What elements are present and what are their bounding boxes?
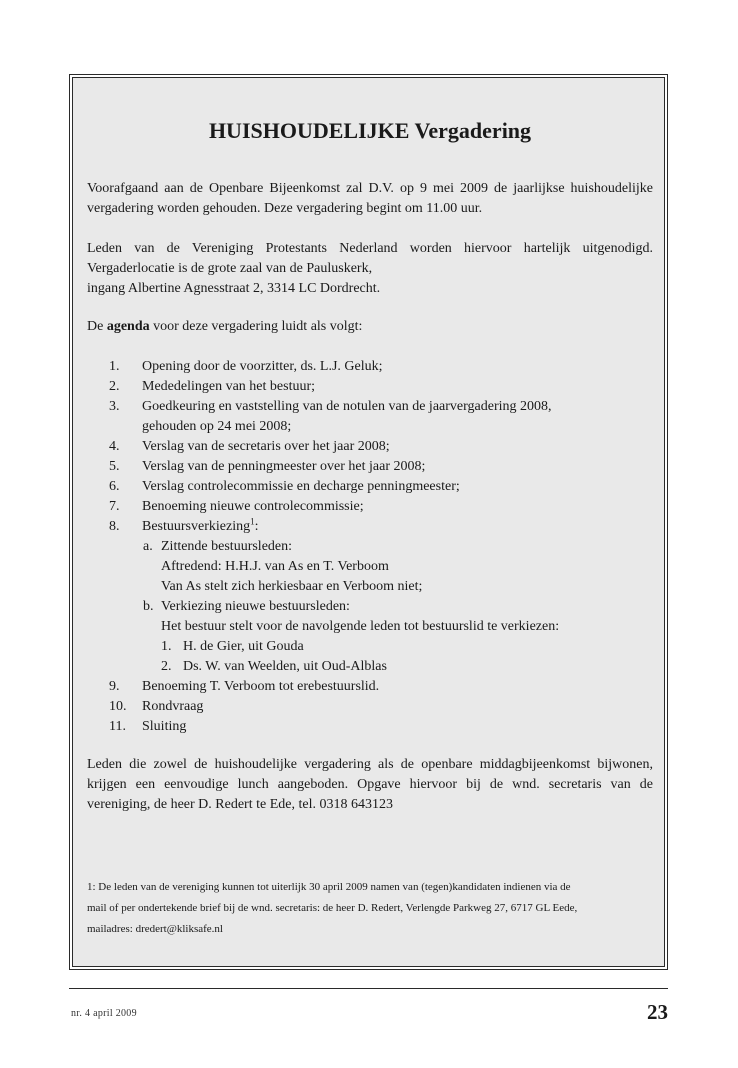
agenda-text: Verslag controlecommissie en decharge penningmeester;	[142, 479, 460, 494]
agenda-text-group	[142, 517, 258, 537]
closing-paragraph	[87, 755, 653, 815]
agenda-text: Benoeming nieuwe controlecommissie;	[142, 499, 364, 514]
page-title: HUISHOUDELIJKE Vergadering	[208, 118, 532, 143]
candidate-text: Ds. W. van Weelden, uit Oud-Alblas	[183, 659, 387, 674]
closing-line: krijgen een eenvoudige lunch aangeboden. Opgave hiervoor bij de wnd. secretaris van de	[87, 777, 653, 792]
footer-divider	[69, 988, 668, 989]
sub-text: Het bestuur stelt voor de navolgende leden tot bestuurslid te verkiezen:	[161, 619, 560, 634]
agenda-number: 8.	[109, 519, 120, 534]
footnote	[87, 877, 653, 940]
agenda-intro-post: voor deze vergadering luidt als volgt:	[149, 319, 363, 334]
agenda-text: Verslag van de penningmeester over het jaar 2008;	[142, 459, 426, 474]
location-line: ingang Albertine Agnesstraat 2, 3314 LC Dordrecht.	[87, 281, 381, 296]
intro-line: vergadering worden gehouden. Deze vergadering begint om 11.00 uur.	[87, 201, 483, 216]
agenda-number: 1.	[109, 359, 120, 374]
footnote-marker: 1	[250, 516, 255, 527]
intro-paragraph	[87, 179, 653, 219]
agenda-number: 11.	[109, 719, 126, 734]
announcement-box	[69, 74, 668, 970]
sub-label: b.	[143, 599, 154, 614]
agenda-text: Benoeming T. Verboom tot erebestuurslid.	[142, 679, 380, 694]
footnote-line: 1: De leden van de vereniging kunnen tot uiterlijk 30 april 2009 namen van (tegen)kandidaten indienen via de	[87, 881, 571, 893]
agenda-number: 3.	[109, 399, 120, 414]
agenda-intro-bold: agenda	[106, 319, 150, 334]
agenda-text: gehouden op 24 mei 2008;	[142, 419, 292, 434]
sub-text: Aftredend: H.H.J. van As en T. Verboom	[161, 559, 389, 574]
agenda-number: 7.	[109, 499, 120, 514]
agenda-text: Goedkeuring en vaststelling van de notulen van de jaarvergadering 2008,	[142, 399, 552, 414]
page-number: 23	[647, 1000, 668, 1024]
candidate-number: 2.	[161, 659, 172, 674]
candidate-text: H. de Gier, uit Gouda	[183, 639, 304, 654]
sub-text: Verkiezing nieuwe bestuursleden:	[161, 599, 350, 614]
agenda-text: Verslag van de secretaris over het jaar 2008;	[142, 439, 390, 454]
agenda-text-after: :	[254, 519, 259, 534]
location-line: Vergaderlocatie is de grote zaal van de Pauluskerk,	[87, 261, 373, 276]
closing-line: vereniging, de heer D. Redert te Ede, tel. 0318 643123	[87, 797, 393, 812]
candidate-number: 1.	[161, 639, 172, 654]
location-line: Leden van de Vereniging Protestants Nederland worden hiervoor hartelijk uitgenodigd.	[87, 241, 653, 256]
sub-text: Zittende bestuursleden:	[161, 539, 293, 554]
agenda-number: 10.	[109, 699, 127, 714]
sub-label: a.	[143, 539, 153, 554]
intro-line: Voorafgaand aan de Openbare Bijeenkomst zal D.V. op 9 mei 2009 de jaarlijkse huishoudelijke	[87, 181, 653, 196]
agenda-number: 5.	[109, 459, 120, 474]
publication-info: nr. 4 april 2009	[71, 1008, 137, 1019]
agenda-text: Opening door de voorzitter, ds. L.J. Geluk;	[142, 359, 383, 374]
footnote-line: mailadres: dredert@kliksafe.nl	[87, 923, 223, 935]
agenda-text: Sluiting	[142, 719, 187, 734]
footnote-line: mail of per ondertekende brief bij de wnd. secretaris: de heer D. Redert, Verlengde Parkweg 27, 6717 GL Eede,	[87, 902, 578, 914]
agenda-number: 2.	[109, 379, 120, 394]
agenda-intro	[87, 317, 653, 337]
agenda-number: 6.	[109, 479, 120, 494]
agenda-number: 9.	[109, 679, 120, 694]
agenda-intro-pre: De	[87, 319, 107, 334]
agenda-text: Mededelingen van het bestuur;	[142, 379, 316, 394]
agenda-number: 4.	[109, 439, 120, 454]
agenda-text: Bestuursverkiezing	[142, 519, 251, 534]
closing-line: Leden die zowel de huishoudelijke vergadering als de openbare middagbijeenkomst bijwonen,	[87, 757, 653, 772]
location-paragraph	[87, 239, 653, 299]
agenda-text: Rondvraag	[142, 699, 204, 714]
sub-text: Van As stelt zich herkiesbaar en Verboom niet;	[161, 579, 423, 594]
